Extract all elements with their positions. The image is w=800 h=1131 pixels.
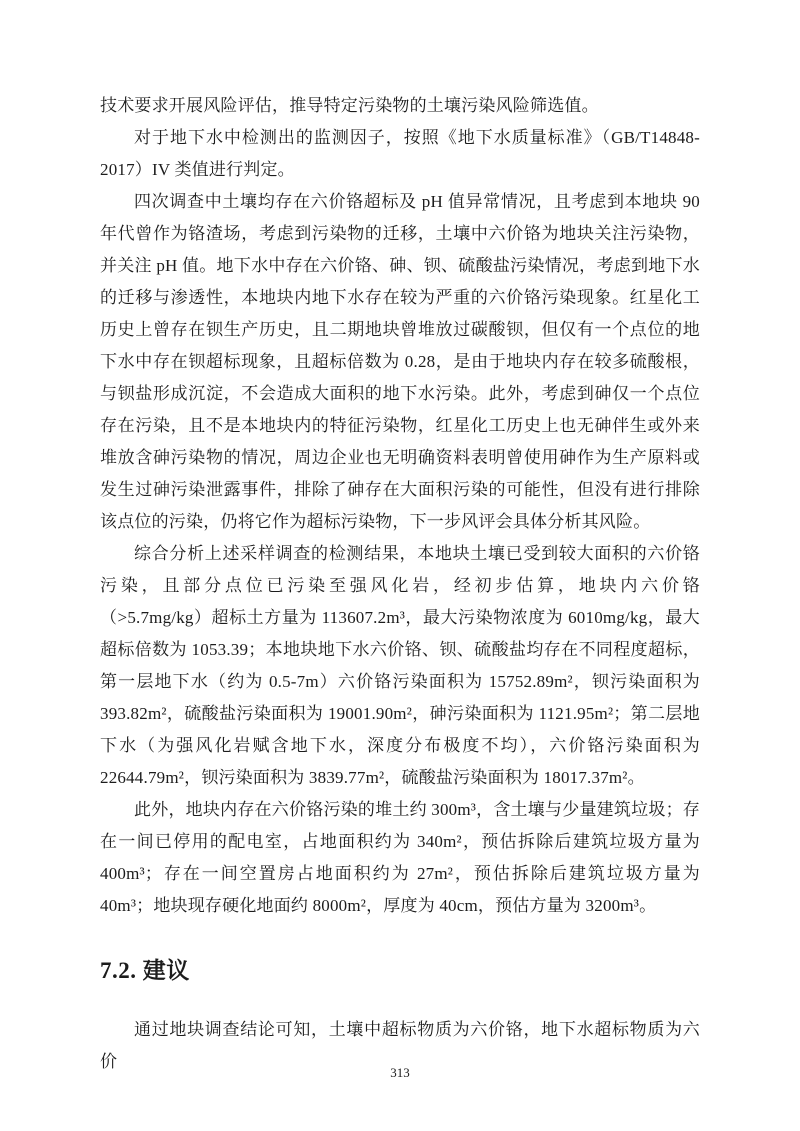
paragraph-recommendation-intro: 通过地块调查结论可知，土壤中超标物质为六价铬，地下水超标物质为六价 (100, 1020, 700, 1071)
paragraph-survey-findings: 四次调查中土壤均存在六价铬超标及 pH 值异常情况，且考虑到本地块 90 年代曾作为铬渣场，考虑到污染物的迁移，土壤中六价铬为地块关注污染物，并关注 pH 值。地下水中存在六价铬、砷、钡、硫酸盐污染情况，考虑到地下水的迁移与渗透性，本地块内地下水存在较为严重的六价铬污染现象。红星化工历史上曾存在钡生产历史，且二期地块曾堆放过碳酸钡，但仅有一个点位的地下水中存在钡超标现象，且超标倍数为 0.28，是由于地块内存在较多硫酸根，与钡盐形成沉淀，不会造成大面积的地下水污染。此外，考虑到砷仅一个点位存在污染，且不是本地块内的特征污染物，红星化工历史上也无砷伴生或外来堆放含砷污染物的情况，周边企业也无明确资料表明曾使用砷作为生产原料或发生过砷污染泄露事件，排除了砷存在大面积污染的可能性，但没有进行排除该点位的污染，仍将它作为超标污染物，下一步风评会具体分析其风险。 (100, 192, 700, 531)
section-heading-7-2-recommendations: 7.2. 建议 (100, 958, 190, 983)
paragraph-contamination-summary: 综合分析上述采样调查的检测结果，本地块土壤已受到较大面积的六价铬污染，且部分点位已污染至强风化岩，经初步估算，地块内六价铬（>5.7mg/kg）超标土方量为 113607.2m³，最大污染物浓度为 6010mg/kg，最大超标倍数为 1053.39；本地块地下水六价铬、钡、硫酸盐均存在不同程度超标，第一层地下水（约为 0.5-7m）六价铬污染面积为 15752.89m²，钡污染面积为 393.82m²，硫酸盐污染面积为 19001.90m²，砷污染面积为 1121.95m²；第二层地下水（为强风化岩赋含地下水，深度分布极度不均），六价铬污染面积为 22644.79m²，钡污染面积为 3839.77m²，硫酸盐污染面积为 18017.37m²。 (100, 544, 700, 787)
page-number: 313 (390, 1065, 410, 1080)
paragraph-screening-value-continuation: 技术要求开展风险评估，推导特定污染物的土壤污染风险筛选值。 (100, 96, 599, 115)
body-text-block (100, 90, 700, 1078)
paragraph-groundwater-standard: 对于地下水中检测出的监测因子，按照《地下水质量标准》（GB/T14848-2017）IV 类值进行判定。 (100, 128, 700, 179)
paragraph-waste-summary: 此外，地块内存在六价铬污染的堆土约 300m³，含土壤与少量建筑垃圾；存在一间已停用的配电室，占地面积约为 340m²，预估拆除后建筑垃圾方量为 400m³；存在一间空置房占地面积约为 27m²，预估拆除后建筑垃圾方量为 40m³；地块现存硬化地面约 8000m²，厚度为 40cm，预估方量为 3200m³。 (100, 800, 700, 915)
